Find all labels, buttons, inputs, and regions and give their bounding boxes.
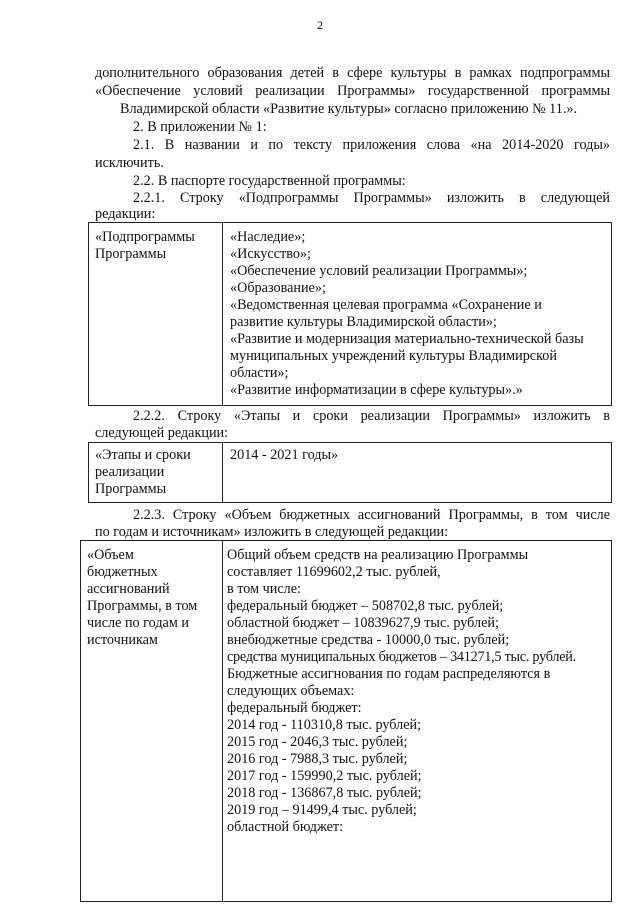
paragraph-2-2-1-line-2: редакции: (95, 206, 156, 222)
table-label-line: Программы (95, 246, 167, 262)
budget-line: областной бюджет: (227, 819, 344, 835)
stages-value: 2014 - 2021 годы» (230, 447, 339, 463)
budget-line: 2014 год - 110310,8 тыс. рублей; (227, 717, 422, 733)
intro-line-3: Владимирской области «Развитие культуры» согласно приложению № 11.». (120, 101, 578, 117)
budget-line: федеральный бюджет – 508702,8 тыс. рублей; (227, 598, 504, 614)
subprogram-item: «Развитие и модернизация материально-технической базы (230, 331, 584, 347)
subprogram-item: «Развитие информатизации в сфере культуры».» (230, 382, 523, 398)
intro-line-2: «Обеспечение условий реализации Программы» государственной программы (95, 83, 610, 99)
table-label-line: «Подпрограммы (95, 229, 195, 245)
paragraph-2-1-line-2: исключить. (95, 155, 164, 171)
table-stages (88, 442, 612, 503)
subprogram-item: «Образование»; (230, 280, 326, 296)
budget-line: 2016 год - 7988,3 тыс. рублей; (227, 751, 408, 767)
table-label-line: Программы (95, 481, 167, 497)
table-label-line: бюджетных (87, 564, 158, 580)
budget-line: Общий объем средств на реализацию Программы (227, 547, 529, 563)
budget-line: 2017 год - 159990,2 тыс. рублей; (227, 768, 422, 784)
subprogram-item: развитие культуры Владимирской области»; (230, 314, 497, 330)
table-divider (222, 443, 223, 502)
table-divider (222, 541, 223, 901)
paragraph-2-2: 2.2. В паспорте государственной программы: (133, 173, 406, 189)
paragraph-2-2-1-line-1: 2.2.1. Строку «Подпрограммы Программы» изложить в следующей (133, 190, 610, 206)
table-label-line: числе по годам и (87, 615, 189, 631)
paragraph-2-2-2-line-1: 2.2.2. Строку «Этапы и сроки реализации Программы» изложить в (133, 408, 610, 424)
budget-line: следующих объемах: (227, 683, 355, 699)
subprogram-item: области»; (230, 365, 289, 381)
paragraph-2-2-3-line-2: по годам и источникам» изложить в следующей редакции: (95, 524, 449, 540)
table-label-line: источникам (87, 632, 158, 648)
paragraph-2: 2. В приложении № 1: (133, 119, 267, 135)
table-budget (80, 540, 612, 902)
table-label-line: Программы, в том (87, 598, 198, 614)
budget-line: 2015 год - 2046,3 тыс. рублей; (227, 734, 408, 750)
subprogram-item: «Обеспечение условий реализации Программы»; (230, 263, 528, 279)
table-divider (222, 223, 223, 405)
paragraph-2-1-line-1: 2.1. В названии и по тексту приложения слова «на 2014-2020 годы» (133, 137, 610, 153)
subprogram-item: «Ведомственная целевая программа «Сохранение и (230, 297, 542, 313)
table-label-line: «Объем (87, 547, 134, 563)
budget-line: составляет 11699602,2 тыс. рублей, (227, 564, 441, 580)
budget-line: областной бюджет – 10839627,9 тыс. рублей; (227, 615, 499, 631)
budget-line: Бюджетные ассигнования по годам распределяются в (227, 666, 551, 682)
paragraph-2-2-3-line-1: 2.2.3. Строку «Объем бюджетных ассигнований Программы, в том числе (133, 507, 610, 523)
table-label-line: «Этапы и сроки (95, 447, 191, 463)
paragraph-2-2-2-line-2: следующей редакции: (95, 425, 229, 441)
page-number: 2 (317, 18, 323, 32)
table-label-line: ассигнований (87, 581, 170, 597)
table-label-line: реализации (95, 464, 165, 480)
subprogram-item: «Наследие»; (230, 229, 306, 245)
intro-line-1: дополнительного образования детей в сфере культуры в рамках подпрограммы (95, 65, 610, 81)
budget-line: федеральный бюджет: (227, 700, 362, 716)
budget-line: средства муниципальных бюджетов – 341271,5 тыс. рублей. (227, 649, 576, 665)
subprogram-item: муниципальных учреждений культуры Владимирской (230, 348, 557, 364)
subprogram-item: «Искусство»; (230, 246, 311, 262)
budget-line: 2018 год - 136867,8 тыс. рублей; (227, 785, 422, 801)
budget-line: 2019 год – 91499,4 тыс. рублей; (227, 802, 417, 818)
table-subprograms (88, 222, 612, 406)
budget-line: внебюджетные средства - 10000,0 тыс. рублей; (227, 632, 510, 648)
budget-line: в том числе: (227, 581, 301, 597)
